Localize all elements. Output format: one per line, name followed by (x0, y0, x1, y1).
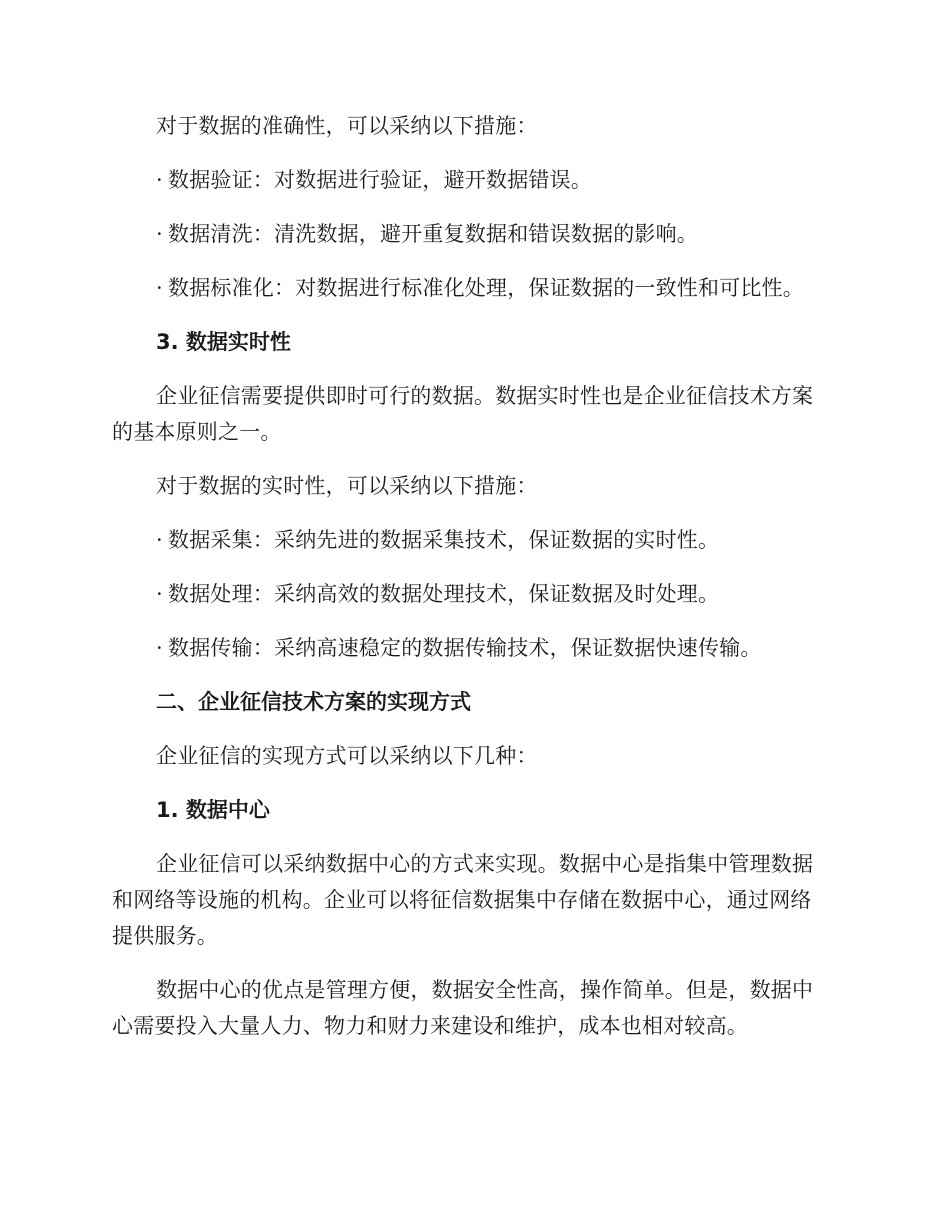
bullet-dot: · (156, 582, 163, 606)
bullet-dot: · (156, 528, 163, 552)
paragraph-accuracy-intro: 对于数据的准确性，可以采纳以下措施： (156, 114, 538, 138)
section-heading: 二、企业征信技术方案的实现方式 (156, 690, 471, 714)
bullet-item (112, 576, 832, 612)
bullet-text: 数据标准化：对数据进行标准化处理，保证数据的一致性和可比性。 (168, 276, 804, 300)
bullet-item (112, 270, 832, 306)
bullet-text: 数据采集：采纳先进的数据采集技术，保证数据的实时性。 (168, 528, 720, 552)
paragraph: 数据中心的优点是管理方便，数据安全性高，操作简单。但是，数据中心需要投入大量人力、物力和财力来建设和维护，成本也相对较高。 (112, 978, 814, 1038)
paragraph: 对于数据的实时性，可以采纳以下措施： (156, 474, 538, 498)
paragraph: 企业征信需要提供即时可行的数据。数据实时性也是企业征信技术方案的基本原则之一。 (112, 384, 814, 444)
bullet-dot: · (156, 222, 163, 246)
bullet-dot: · (156, 276, 163, 300)
bullet-text: 数据处理：采纳高效的数据处理技术，保证数据及时处理。 (168, 582, 720, 606)
bullet-item (112, 162, 832, 198)
bullet-item (112, 216, 832, 252)
bullet-text: 数据验证：对数据进行验证，避开数据错误。 (168, 168, 592, 192)
section-heading: 1. 数据中心 (156, 798, 270, 822)
document-body (112, 108, 832, 1062)
bullet-text: 数据传输：采纳高速稳定的数据传输技术，保证数据快速传输。 (168, 636, 762, 660)
bullet-item (112, 630, 832, 666)
bullet-dot: · (156, 168, 163, 192)
section-heading: 3. 数据实时性 (156, 330, 291, 354)
paragraph: 企业征信的实现方式可以采纳以下几种： (156, 744, 538, 768)
bullet-text: 数据清洗：清洗数据，避开重复数据和错误数据的影响。 (168, 222, 698, 246)
bullet-dot: · (156, 636, 163, 660)
paragraph: 企业征信可以采纳数据中心的方式来实现。数据中心是指集中管理数据和网络等设施的机构。企业可以将征信数据集中存储在数据中心，通过网络提供服务。 (112, 852, 814, 948)
bullet-item (112, 522, 832, 558)
